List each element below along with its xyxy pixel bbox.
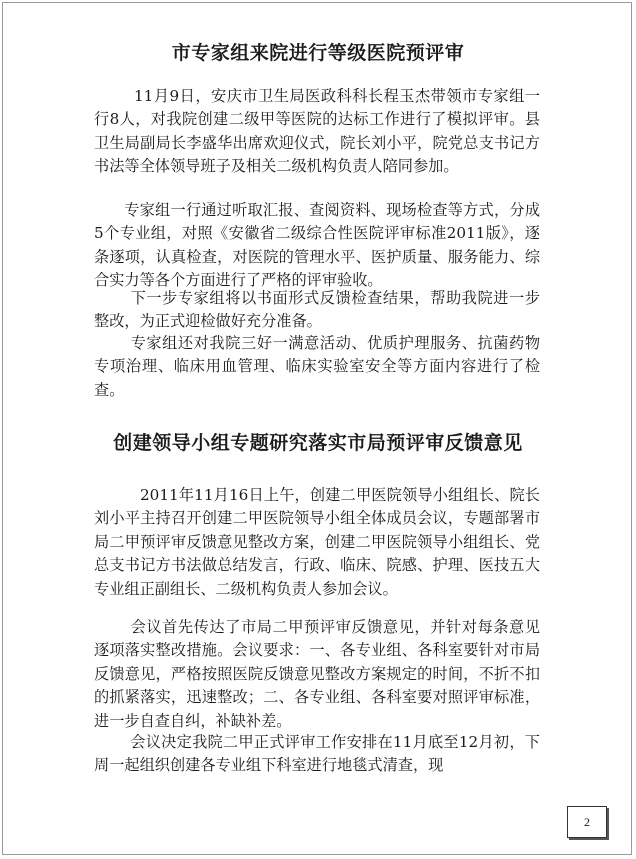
section1-paragraph-2: 专家组一行通过听取汇报、查阅资料、现场检查等方式，分成5个专业组，对照《安徽省二级综合性医院评审标准2011版》，逐条逐项，认真检查，对医院的管理水平、医护质量、服务能力、综合实力等各个方面进行了严格的评审验收。 bbox=[94, 201, 540, 290]
section1-title: 市专家组来院进行等级医院预评审 bbox=[171, 42, 465, 64]
section2-paragraph-3: 会议决定我院二甲正式评审工作安排在11月底至12月初，下周一起组织创建各专业组下科室进行地毯式清查，现 bbox=[94, 733, 540, 775]
section1-paragraph-1: 11月9日，安庆市卫生局医政科科长程玉杰带领市专家组一行8人，对我院创建二级甲等医院的达标工作进行了模拟评审。县卫生局副局长李盛华出席欢迎仪式，院长刘小平，院党总支书记方书法等全体领导班子及相关二级机构负责人陪同参加。 bbox=[94, 87, 540, 176]
page-number: 2 bbox=[567, 806, 607, 838]
section1-paragraph-4: 专家组还对我院三好一满意活动、优质护理服务、抗菌药物专项治理、临床用血管理、临床实验室安全等方面内容进行了检查。 bbox=[94, 334, 540, 399]
section2-paragraph-2: 会议首先传达了市局二甲预评审反馈意见，并针对每条意见逐项落实整改措施。会议要求：一、各专业组、各科室要针对市局反馈意见，严格按照医院反馈意见整改方案规定的时间，不折不扣的抓紧落实，迅速整改；二、各专业组、各科室要对照评审标准，进一步自查自纠，补缺补差。 bbox=[94, 618, 540, 730]
section2-title: 创建领导小组专题研究落实市局预评审反馈意见 bbox=[113, 432, 523, 454]
section2-paragraph-1: 2011年11月16日上午，创建二甲医院领导小组组长、院长刘小平主持召开创建二甲医院领导小组全体成员会议，专题部署市局二甲预评审反馈意见整改方案，创建二甲医院领导小组组长、党总支书记方书法做总结发言，行政、临床、院感、护理、医技五大专业组正副组长、二级机构负责人参加会议。 bbox=[94, 486, 540, 598]
section1-paragraph-3: 下一步专家组将以书面形式反馈检查结果，帮助我院进一步整改，为正式迎检做好充分准备。 bbox=[94, 289, 540, 331]
